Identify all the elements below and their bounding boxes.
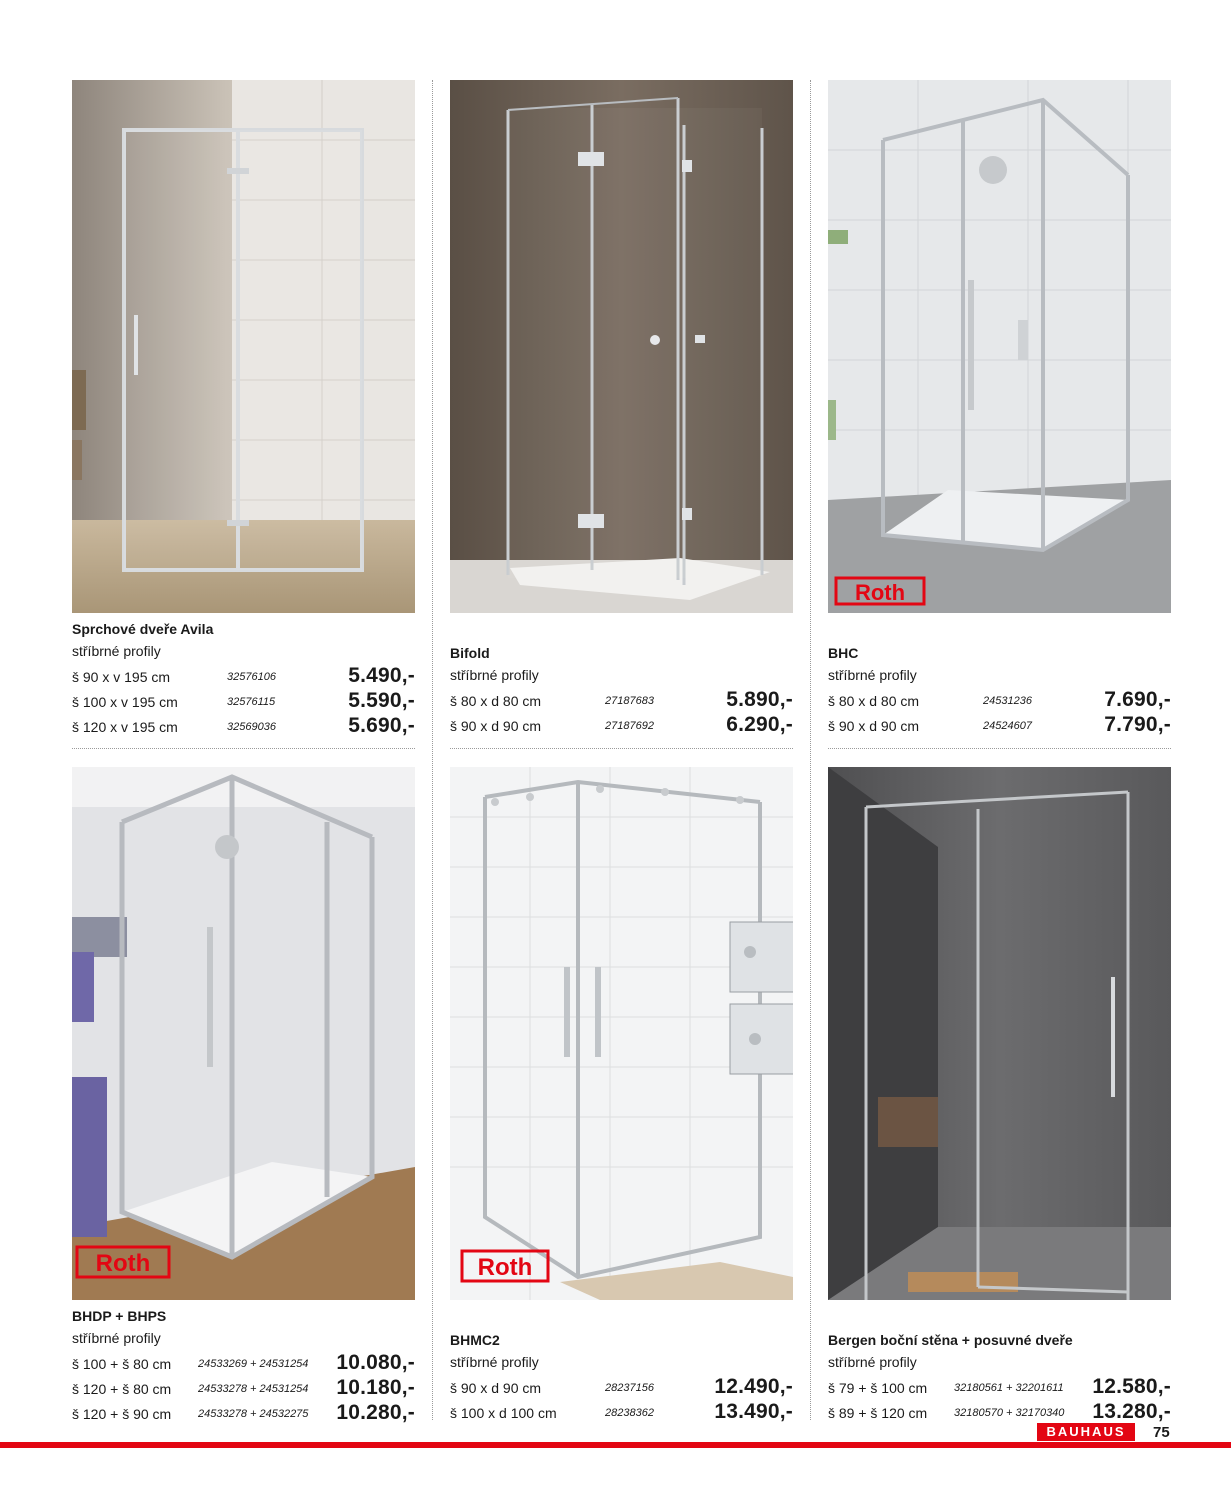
row-divider	[72, 748, 415, 749]
variant-row	[450, 715, 793, 740]
sliding-door-image	[828, 767, 1171, 1300]
variant-row	[450, 1402, 793, 1427]
product-info	[828, 1330, 1171, 1427]
bauhaus-logo[interactable]: BAUHAUS	[1037, 1423, 1135, 1441]
variant-size: š 79 + š 100 cm	[828, 1380, 928, 1396]
variant-price: 7.690,-	[1104, 688, 1171, 711]
variant-price: 10.080,-	[336, 1351, 415, 1374]
roth-logo: Roth	[854, 580, 906, 605]
column-divider	[432, 80, 433, 1420]
variant-price: 5.690,-	[348, 714, 415, 737]
variant-row	[450, 1377, 793, 1402]
variant-price: 10.180,-	[336, 1376, 415, 1399]
variant-code: 32576106	[227, 671, 276, 683]
product-card-bergen[interactable]	[828, 767, 1171, 1427]
product-subtitle: stříbrné profily	[828, 1354, 917, 1370]
product-card-avila[interactable]	[72, 80, 415, 740]
variant-price: 12.580,-	[1092, 1375, 1171, 1398]
variant-price: 6.290,-	[726, 713, 793, 736]
product-photo	[72, 767, 415, 1300]
product-photo	[450, 767, 793, 1300]
variant-price: 7.790,-	[1104, 713, 1171, 736]
variant-row	[72, 1403, 415, 1428]
product-info	[450, 643, 793, 740]
row-divider	[828, 748, 1171, 749]
product-photo	[828, 767, 1171, 1300]
variant-code: 27187683	[605, 695, 654, 707]
variant-price: 12.490,-	[714, 1375, 793, 1398]
variant-code: 27187692	[605, 720, 654, 732]
product-subtitle: stříbrné profily	[72, 1330, 161, 1346]
variant-row	[72, 1353, 415, 1378]
product-subtitle: stříbrné profily	[450, 667, 539, 683]
variant-size: š 80 x d 80 cm	[450, 693, 542, 709]
product-info	[450, 1330, 793, 1427]
variant-code: 32180561 + 32201611	[954, 1382, 1064, 1394]
product-card-bhdp-bhps[interactable]	[72, 767, 415, 1427]
variant-code: 24531236	[983, 695, 1032, 707]
variant-size: š 89 + š 120 cm	[828, 1405, 928, 1421]
variant-row	[72, 716, 415, 741]
product-card-bhmc2[interactable]	[450, 767, 793, 1427]
variant-size: š 120 x v 195 cm	[72, 719, 178, 735]
page-number: 75	[1153, 1424, 1170, 1441]
variant-size: š 90 x d 90 cm	[450, 1380, 542, 1396]
variant-size: š 100 x d 100 cm	[450, 1405, 557, 1421]
variant-code: 28237156	[605, 1382, 654, 1394]
variant-price: 13.490,-	[714, 1400, 793, 1423]
product-title: BHDP + BHPS	[72, 1308, 167, 1324]
variant-code: 24533278 + 24531254	[198, 1383, 309, 1395]
variant-size: š 90 x d 90 cm	[828, 718, 920, 734]
product-photo	[450, 80, 793, 613]
product-title: Bergen boční stěna + posuvné dveře	[828, 1332, 1073, 1348]
variant-row	[828, 1377, 1171, 1402]
row-divider	[450, 748, 793, 749]
variant-price: 13.280,-	[1092, 1400, 1171, 1423]
roth-logo: Roth	[477, 1254, 533, 1281]
variant-size: š 100 + š 80 cm	[72, 1356, 172, 1372]
variant-size: š 80 x d 80 cm	[828, 693, 920, 709]
variant-row	[72, 1378, 415, 1403]
variant-code: 32180570 + 32170340	[954, 1407, 1065, 1419]
product-info	[72, 619, 415, 741]
variant-code: 32569036	[227, 721, 276, 733]
shower-enclosure-image	[72, 767, 415, 1300]
variant-price: 5.590,-	[348, 689, 415, 712]
product-subtitle: stříbrné profily	[72, 643, 161, 659]
product-photo	[72, 80, 415, 613]
variant-row	[450, 690, 793, 715]
variant-size: š 120 + š 90 cm	[72, 1406, 172, 1422]
variant-code: 32576115	[227, 696, 276, 708]
footer-red-bar	[0, 1442, 1231, 1448]
variant-code: 24533278 + 24532275	[198, 1408, 309, 1420]
product-card-bifold[interactable]	[450, 80, 793, 740]
product-title: Sprchové dveře Avila	[72, 621, 214, 637]
variant-size: š 100 x v 195 cm	[72, 694, 178, 710]
shower-enclosure-image	[450, 80, 793, 613]
product-info	[72, 1306, 415, 1428]
product-info	[828, 643, 1171, 740]
product-title: BHC	[828, 645, 859, 661]
product-title: Bifold	[450, 645, 490, 661]
variant-price: 5.490,-	[348, 664, 415, 687]
product-photo	[828, 80, 1171, 613]
variant-price: 10.280,-	[336, 1401, 415, 1424]
column-divider	[810, 80, 811, 1420]
shower-door-image	[72, 80, 415, 613]
product-card-bhc[interactable]	[828, 80, 1171, 740]
shower-enclosure-image	[450, 767, 793, 1300]
variant-size: š 90 x d 90 cm	[450, 718, 542, 734]
variant-code: 24533269 + 24531254	[198, 1358, 309, 1370]
product-subtitle: stříbrné profily	[450, 1354, 539, 1370]
product-subtitle: stříbrné profily	[828, 667, 917, 683]
variant-code: 28238362	[605, 1407, 654, 1419]
shower-enclosure-image	[828, 80, 1171, 613]
variant-row	[828, 690, 1171, 715]
variant-price: 5.890,-	[726, 688, 793, 711]
variant-row	[828, 715, 1171, 740]
variant-size: š 120 + š 80 cm	[72, 1381, 172, 1397]
variant-code: 24524607	[983, 720, 1032, 732]
variant-row	[72, 666, 415, 691]
product-title: BHMC2	[450, 1332, 500, 1348]
variant-size: š 90 x v 195 cm	[72, 669, 171, 685]
variant-row	[72, 691, 415, 716]
roth-logo: Roth	[95, 1250, 151, 1277]
